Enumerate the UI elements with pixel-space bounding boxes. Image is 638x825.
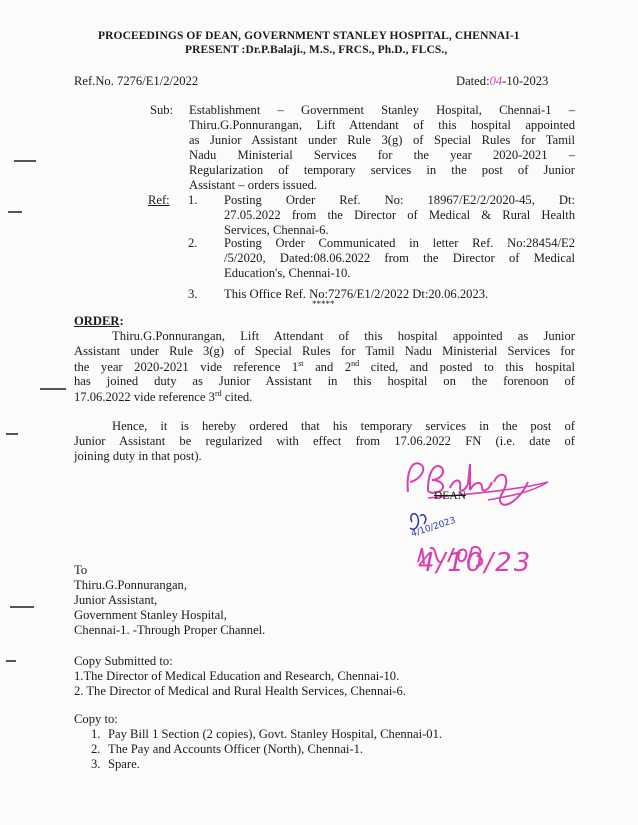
- order-para2-line: Hence, it is hereby ordered that his temporary services in the post of: [112, 419, 575, 433]
- to-line: Thiru.G.Ponnurangan,: [74, 578, 187, 592]
- subject-line: Regularization of temporary services in the post of Junior: [189, 163, 575, 177]
- date-handwritten: 4/10/23: [418, 548, 533, 578]
- copy-to-item-number: 1.: [91, 727, 101, 741]
- reference-2-line: Education's, Chennai-10.: [224, 266, 351, 280]
- dean-title: DEAN: [434, 490, 466, 502]
- order-heading-colon: :: [119, 314, 124, 328]
- order-heading: [74, 314, 124, 329]
- header-line-2: PRESENT :Dr.P.Balaji., M.S., FRCS., Ph.D., FLCS.,: [185, 44, 448, 56]
- scan-mark: [10, 606, 34, 608]
- references-label: Ref:: [148, 193, 170, 207]
- order-para1-line: 17.06.2022 vide reference 3rd cited.: [74, 389, 253, 405]
- subject-line: Establishment – Government Stanley Hospital, Chennai-1 –: [189, 103, 575, 117]
- copy-to-item-number: 3.: [91, 757, 101, 771]
- to-label: To: [74, 563, 88, 577]
- header-line-1: PROCEEDINGS OF DEAN, GOVERNMENT STANLEY HOSPITAL, CHENNAI-1: [98, 30, 520, 42]
- order-para1-line: has joined duty as Junior Assistant in this hospital on the forenoon of: [74, 374, 575, 388]
- copy-to-label: Copy to:: [74, 712, 118, 726]
- order-para1-line: Assistant under Rule 3(g) of Special Rules for Tamil Nadu Ministerial Services for: [74, 344, 575, 358]
- reference-1-line: Services, Chennai-6.: [224, 223, 329, 237]
- reference-number: Ref.No. 7276/E1/2/2022: [74, 74, 199, 88]
- reference-1-line: 27.05.2022 from the Director of Medical & Rural Health: [224, 208, 575, 222]
- copy-to-item-text: Spare.: [108, 757, 140, 771]
- reference-1-line: Posting Order Ref. No: 18967/E2/2/2020-45, Dt:: [224, 193, 575, 207]
- copy-to-item-text: Pay Bill 1 Section (2 copies), Govt. Stanley Hospital, Chennai-01.: [108, 727, 443, 741]
- subject-line: Thiru.G.Ponnurangan, Lift Attendant of this hospital appointed: [189, 118, 575, 132]
- copy-submitted-line: 2. The Director of Medical and Rural Health Services, Chennai-6.: [74, 684, 406, 698]
- order-heading-text: ORDER: [74, 314, 120, 328]
- order-para1-line: the year 2020-2021 vide reference 1st and 2nd cited, and posted to this hospital: [74, 359, 575, 375]
- reference-2-line: /5/2020, Dated:08.06.2022 from the Director of Medical: [224, 251, 575, 265]
- subject-line: as Junior Assistant under Rule 3(g) of Special Rules for Tamil: [189, 133, 575, 147]
- scan-mark: [40, 388, 66, 390]
- copy-to-item-number: 2.: [91, 742, 101, 756]
- order-para2-line: joining duty in that post).: [74, 449, 202, 463]
- subject-line: Nadu Ministerial Services for the year 2020-2021 –: [189, 148, 575, 162]
- reference-3-line: This Office Ref. No:7276/E1/2/2022 Dt:20.06.2023.: [224, 287, 489, 301]
- scan-mark: [6, 433, 18, 435]
- subject-label: Sub:: [150, 103, 174, 117]
- to-line: Junior Assistant,: [74, 593, 158, 607]
- copy-submitted-line: 1.The Director of Medical Education and Research, Chennai-10.: [74, 669, 400, 683]
- dated-label: Dated:: [456, 74, 490, 88]
- separator-stars: *****: [312, 299, 335, 309]
- reference-2-line: Posting Order Communicated in letter Ref. No:28454/E2: [224, 236, 575, 250]
- order-para1-line: Thiru.G.Ponnurangan, Lift Attendant of this hospital appointed as Junior: [112, 329, 575, 343]
- subject-line: Assistant – orders issued.: [189, 178, 318, 192]
- to-line: Chennai-1. -Through Proper Channel.: [74, 623, 266, 637]
- dated-rest: -10-2023: [502, 74, 549, 88]
- reference-1-number: 1.: [188, 193, 198, 207]
- initial-date-handwritten: 4/10/2023: [410, 515, 457, 540]
- scan-mark: [8, 211, 22, 213]
- copy-submitted-label: Copy Submitted to:: [74, 654, 173, 668]
- dated: [456, 74, 548, 89]
- to-line: Government Stanley Hospital,: [74, 608, 227, 622]
- copy-to-item-text: The Pay and Accounts Officer (North), Chennai-1.: [108, 742, 364, 756]
- order-para2-line: Junior Assistant be regularized with effect from 17.06.2022 FN (i.e. date of: [74, 434, 575, 448]
- reference-2-number: 2.: [188, 236, 198, 250]
- scan-mark: [14, 160, 36, 162]
- dated-day: 04: [489, 74, 503, 88]
- scan-mark: [6, 660, 16, 662]
- reference-3-number: 3.: [188, 287, 198, 301]
